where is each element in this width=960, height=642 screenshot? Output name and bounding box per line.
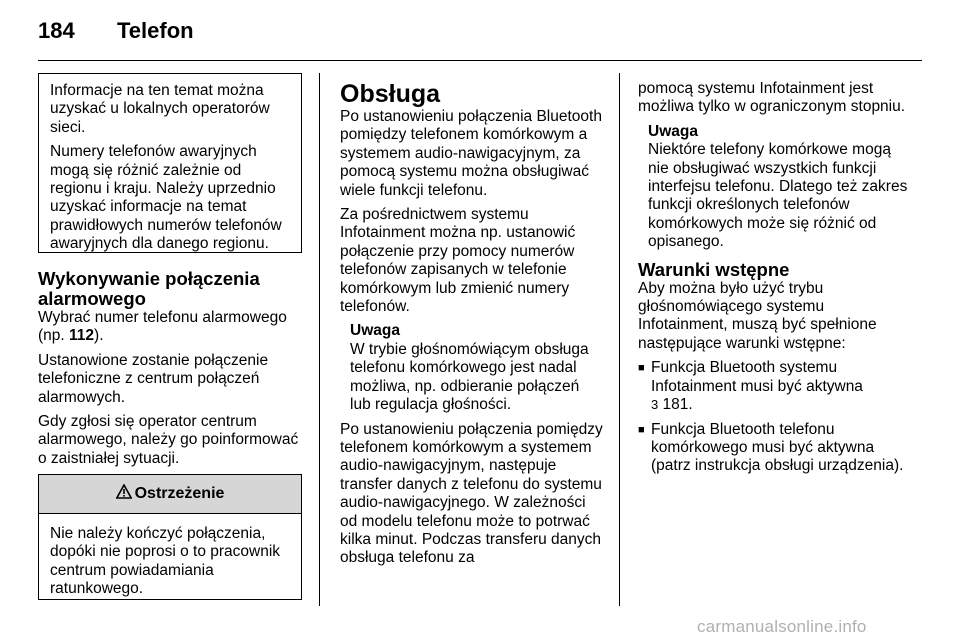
list-item: ■ Funkcja Bluetooth telefonu komórkowego musi być aktywna (patrz instrukcja obsługi urządzenia). bbox=[638, 420, 904, 475]
page-number: 184 bbox=[38, 18, 75, 43]
operation-heading: Obsługa bbox=[340, 80, 441, 108]
warning-box bbox=[38, 474, 302, 600]
column-divider-1 bbox=[319, 73, 320, 606]
operation-paragraph-3: Po ustanowieniu połączenia pomiędzy telefonem komórkowym a systemem audio-nawigacyjnym, następuje transfer danych z telefonu do systemu audio-nawigacyjnego. W zależności od modelu telefonu może to potrwać kilka minut. Podczas transferu danych obsługa telefonu za bbox=[340, 420, 603, 567]
prerequisites-list bbox=[638, 359, 908, 475]
emergency-call-section bbox=[38, 269, 304, 474]
info-box bbox=[38, 73, 302, 253]
section-title: Telefon bbox=[117, 18, 194, 43]
warning-triangle-icon bbox=[116, 484, 132, 504]
info-box-paragraph: Informacje na ten temat można uzyskać u lokalnych operatorów sieci. bbox=[50, 82, 270, 136]
prerequisites-heading: Warunki wstępne bbox=[638, 258, 790, 280]
connection-paragraph: Ustanowione zostanie połączenie telefoniczne z centrum połączeń alarmowych. bbox=[38, 351, 269, 406]
continuation-paragraph: pomocą systemu Infotainment jest możliwa tylko w ograniczonym stopniu. bbox=[638, 80, 906, 116]
page-reference-icon: 3 bbox=[651, 397, 659, 413]
note-title: Uwaga bbox=[648, 122, 698, 140]
page-reference: 181. bbox=[662, 396, 693, 414]
prerequisites-intro: Aby można było użyć trybu głośnomówiącego systemu Infotainment, muszą być spełnione następujące warunki wstępne: bbox=[638, 279, 877, 352]
emergency-number: 112 bbox=[69, 327, 95, 345]
note-block bbox=[638, 123, 908, 252]
column-3 bbox=[638, 80, 908, 482]
square-bullet-icon: ■ bbox=[638, 362, 645, 375]
info-box-paragraph: Numery telefonów awaryjnych mogą się różnić zależnie od regionu i kraju. Należy uprzednio uzyskać informacje na temat prawidłowych numerów telefonów awaryjnych dla danego regionu. bbox=[50, 143, 282, 253]
dial-instruction: Wybrać numer telefonu alarmowego (np. 112). bbox=[38, 309, 287, 345]
operator-paragraph: Gdy zgłosi się operator centrum alarmowego, należy go poinformować o zaistniałej sytuacji. bbox=[38, 413, 299, 467]
watermark: carmanualsonline.info bbox=[697, 617, 867, 636]
header-rule bbox=[38, 60, 922, 61]
emergency-call-heading: Wykonywanie połączenia alarmowego bbox=[38, 268, 260, 309]
operation-paragraph-2: Za pośrednictwem systemu Infotainment można np. ustanowić połączenie przy pomocy numerów telefonów zapisanych w telefonie komórkowym lub zmienić numery telefonów. bbox=[340, 206, 576, 316]
square-bullet-icon: ■ bbox=[638, 423, 645, 436]
note-block bbox=[340, 322, 604, 414]
note-title: Uwaga bbox=[350, 322, 400, 340]
warning-title: Ostrzeżenie bbox=[134, 485, 225, 502]
column-divider-2 bbox=[619, 73, 620, 606]
list-item: ■ Funkcja Bluetooth systemu Infotainment musi być aktywna 3 181. bbox=[638, 359, 863, 414]
operation-section bbox=[340, 80, 604, 574]
operation-paragraph-1: Po ustanowieniu połączenia Bluetooth pomiędzy telefonem komórkowym a systemem audio-nawigacyjnym, za pomocą systemu można obsługiwać wiele funkcji telefonu. bbox=[340, 108, 602, 199]
note-text: Niektóre telefony komórkowe mogą nie obsługiwać wszystkich funkcji interfejsu telefonu. Dlatego też zakres funkcji określonych telefonów komórkowych może się różnić od opisanego. bbox=[648, 141, 908, 251]
warning-text: Nie należy kończyć połączenia, dopóki nie poprosi o to pracownik centrum powiadamiania ratunkowego. bbox=[50, 525, 281, 598]
note-text: W trybie głośnomówiącym obsługa telefonu komórkowego jest nadal możliwa, np. odbieranie połączeń lub regulacja głośności. bbox=[350, 340, 589, 414]
warning-header bbox=[39, 475, 301, 514]
